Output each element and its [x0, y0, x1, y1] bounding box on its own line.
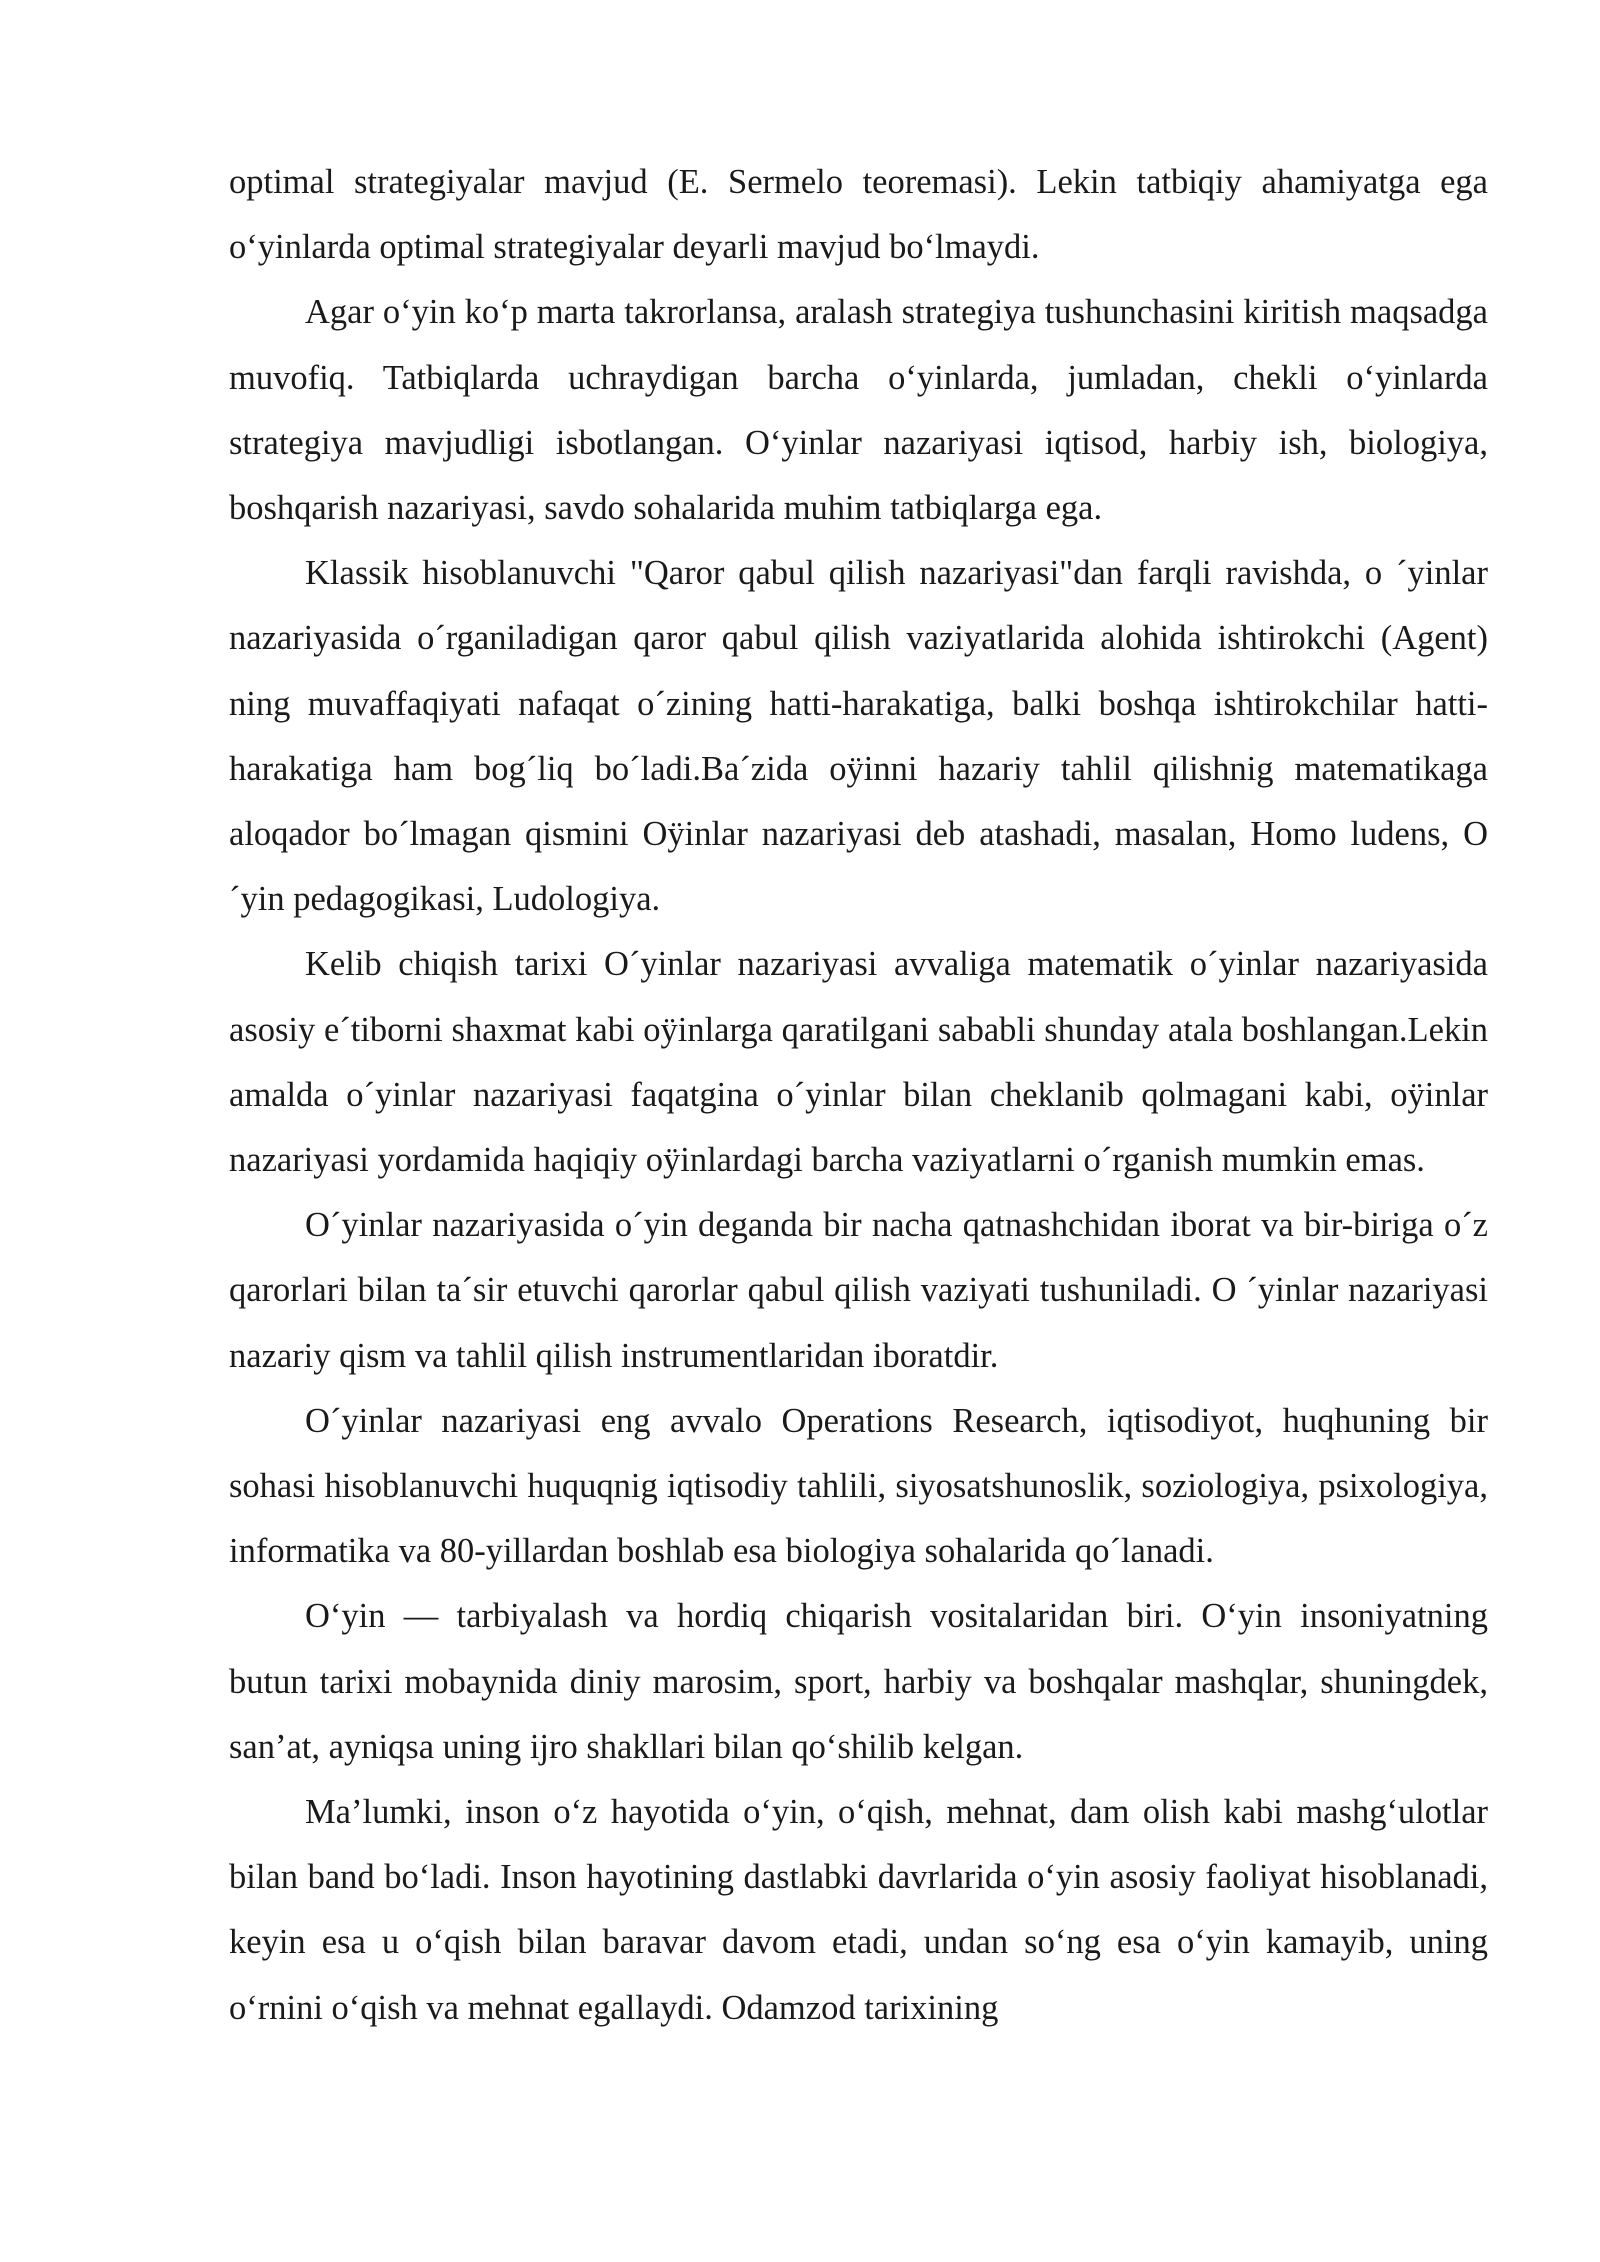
paragraph-decision-theory: Klassik hisoblanuvchi "Qaror qabul qilish nazariyasi"dan farqli ravishda, o ´yinlar nazariyasida o´rganiladigan qaror qabul qilish vaziyatlarida alohida ishtirokchi (Agent) ning muvaffaqiyati nafaqat o´zining hatti-harakatiga, balki boshqa ishtirokchilar hatti-harakatiga ham bog´liq bo´ladi.Ba´zida oÿinni hazariy tahlil qilishnig matematikaga aloqador bo´lmagan qismini Oÿinlar nazariyasi deb atashadi, masalan, Homo ludens, O´yin pedagogikasi, Ludologiya.	[229, 554, 1488, 919]
document-body	[229, 150, 1488, 2041]
paragraph-game-education: O‘yin — tarbiyalash va hordiq chiqarish vositalaridan biri. O‘yin insoniyatning butun tarixi mobaynida diniy marosim, sport, harbiy va boshqalar mashqlar, shuningdek, san’at, ayniqsa uning ijro shakllari bilan qo‘shilib kelgan.	[229, 1597, 1488, 1766]
paragraph-origin-history: Kelib chiqish tarixi O´yinlar nazariyasi avvaliga matematik o´yinlar nazariyasida asosiy e´tiborni shaxmat kabi oÿinlarga qaratilgani sababli shunday atala boshlangan.Lekin amalda o´yinlar nazariyasi faqatgina o´yinlar bilan cheklanib qolmagani kabi, oÿinlar nazariyasi yordamida haqiqiy oÿinlardagi barcha vaziyatlarni o´rganish mumkin emas.	[229, 945, 1488, 1180]
paragraph-human-activities: Ma’lumki, inson o‘z hayotida o‘yin, o‘qish, mehnat, dam olish kabi mashg‘ulotlar bilan band bo‘ladi. Inson hayotining dastlabki davrlarida o‘yin asosiy faoliyat hisoblanadi, keyin esa u o‘qish bilan baravar davom etadi, undan so‘ng esa o‘yin kamayib, uning o‘rnini o‘qish va mehnat egallaydi. Odamzod tarixining	[229, 1793, 1488, 2027]
paragraph-game-definition: O´yinlar nazariyasida o´yin deganda bir nacha qatnashchidan iborat va bir-biriga o´z qarorlari bilan ta´sir etuvchi qarorlar qabul qilish vaziyati tushuniladi. O ´yinlar nazariyasi nazariy qism va tahlil qilish instrumentlaridan iboratdir.	[229, 1206, 1488, 1375]
paragraph-mixed-strategy: Agar o‘yin ko‘p marta takrorlansa, aralash strategiya tushunchasini kiritish maqsadga muvofiq. Tatbiqlarda uchraydigan barcha o‘yinlarda, jumladan, chekli o‘yinlarda strategiya mavjudligi isbotlangan. O‘yinlar nazariyasi iqtisod, harbiy ish, biologiya, boshqarish nazariyasi, savdo sohalarida muhim tatbiqlarga ega.	[229, 293, 1488, 528]
paragraph-applications: O´yinlar nazariyasi eng avvalo Operations Research, iqtisodiyot, huqhuning bir sohasi hisoblanuvchi huquqnig iqtisodiy tahlili, siyosatshunoslik, soziologiya, psixologiya, informatika va 80-yillardan boshlab esa biologiya sohalarida qo´lanadi.	[229, 1401, 1488, 1571]
paragraph-continuation: optimal strategiyalar mavjud (E. Sermelo teoremasi). Lekin tatbiqiy ahamiyatga ega o‘yinlarda optimal strategiyalar deyarli mavjud bo‘lmaydi.	[229, 163, 1488, 267]
